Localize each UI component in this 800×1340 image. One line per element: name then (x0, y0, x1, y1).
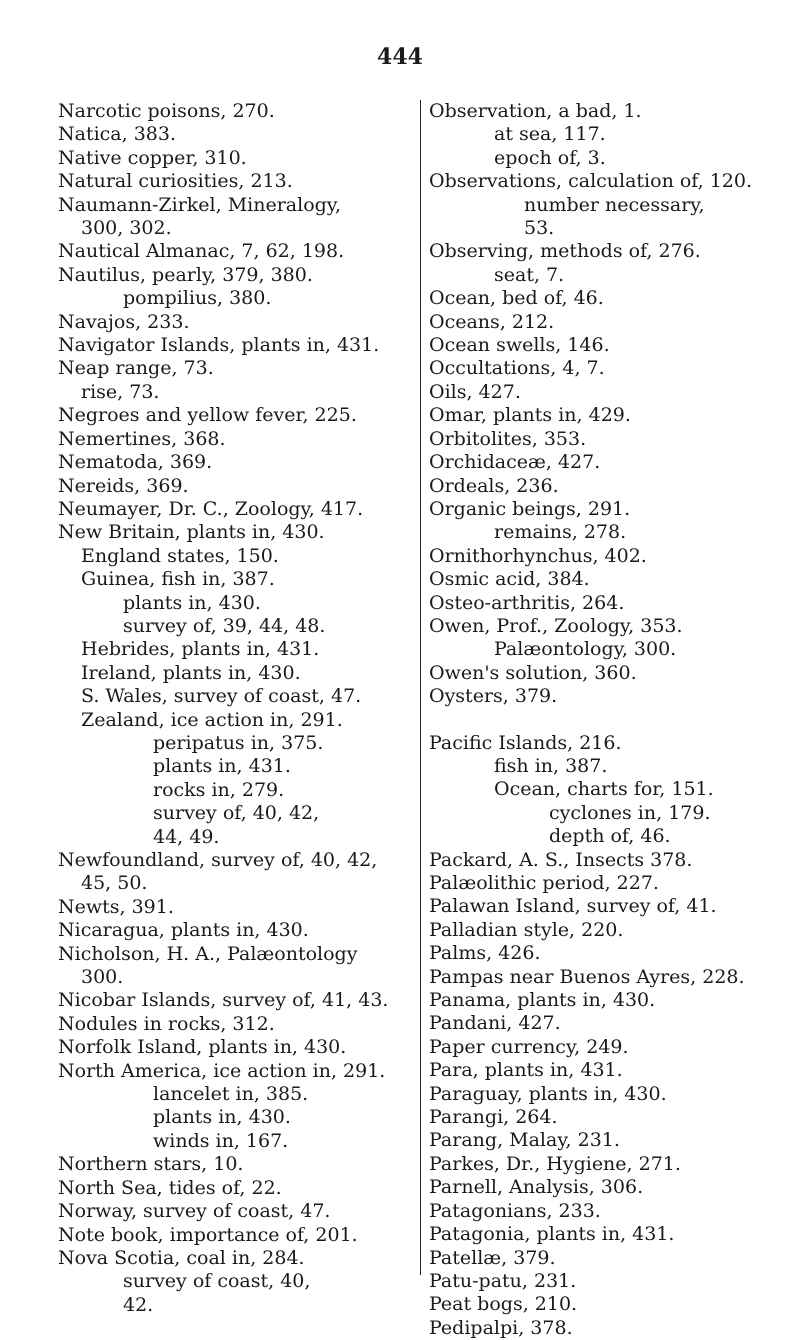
index-entry: Nautilus, pearly, 379, 380. (58, 263, 313, 286)
index-entry: Negroes and yellow fever, 225. (58, 404, 357, 427)
index-entry: 45, 50. (81, 872, 148, 895)
index-entry: Pampas near Buenos Ayres, 228. (429, 965, 745, 988)
index-entry: Newts, 391. (58, 895, 174, 918)
index-entry: Oysters, 379. (429, 685, 558, 708)
index-entry: Pacific Islands, 216. (429, 731, 622, 754)
index-entry: Norway, survey of coast, 47. (58, 1200, 331, 1223)
index-entry: Orbitolites, 353. (429, 427, 587, 450)
index-entry: Occultations, 4, 7. (429, 357, 605, 380)
index-entry: Oceans, 212. (429, 310, 555, 333)
index-entry: Patellæ, 379. (429, 1246, 556, 1269)
index-entry: Panama, plants in, 430. (429, 989, 656, 1012)
index-entry: S. Wales, survey of coast, 47. (81, 685, 362, 708)
index-entry: England states, 150. (81, 544, 279, 567)
index-entry: 42. (123, 1293, 154, 1316)
index-entry: Organic beings, 291. (429, 497, 631, 520)
index-entry: Newfoundland, survey of, 40, 42, (58, 849, 378, 871)
index-column-right (420, 100, 789, 1339)
index-entry: 300. (81, 966, 124, 989)
index-entry: survey of, 39, 44, 48. (123, 614, 326, 637)
index-entry: Nemertines, 368. (58, 427, 226, 450)
index-entry: Observation, a bad, 1. (429, 100, 642, 122)
index-entry: North Sea, tides of, 22. (58, 1176, 282, 1199)
index-entry: Owen, Prof., Zoology, 353. (429, 614, 683, 637)
index-entry: Parkes, Dr., Hygiene, 271. (429, 1152, 681, 1175)
index-entry: cyclones in, 179. (549, 801, 711, 824)
index-column-left (58, 100, 398, 1317)
index-entry: lancelet in, 385. (153, 1083, 309, 1106)
index-entry: survey of, 40, 42, (153, 802, 320, 825)
index-entry: Natural curiosities, 213. (58, 170, 293, 193)
index-entry: 300, 302. (81, 217, 172, 240)
index-entry: Navigator Islands, plants in, 431. (58, 334, 380, 357)
index-entry: Palawan Island, survey of, 41. (429, 895, 717, 918)
index-entry: pompilius, 380. (123, 287, 272, 310)
index-entry: Parang, Malay, 231. (429, 1129, 620, 1152)
index-entry: New Britain, plants in, 430. (58, 521, 325, 544)
index-entry: Nautical Almanac, 7, 62, 198. (58, 240, 345, 263)
index-entry: 53. (524, 217, 555, 240)
index-entry: Orchidaceæ, 427. (429, 451, 601, 474)
index-entry: fish in, 387. (494, 754, 608, 777)
index-entry: Observing, methods of, 276. (429, 240, 701, 263)
index-entry: 44, 49. (153, 825, 220, 848)
index-entry: plants in, 431. (153, 755, 291, 778)
index-entry: Omar, plants in, 429. (429, 404, 631, 427)
index-entry: Palæontology, 300. (494, 638, 677, 661)
index-entry: Patu-patu, 231. (429, 1269, 577, 1292)
index-entry: Ornithorhynchus, 402. (429, 544, 647, 567)
index-entry: Parnell, Analysis, 306. (429, 1176, 644, 1199)
index-entry: rise, 73. (81, 380, 160, 403)
index-entry: Native copper, 310. (58, 146, 247, 169)
index-entry: Northern stars, 10. (58, 1153, 244, 1176)
index-entry: survey of coast, 40, (123, 1270, 311, 1293)
index-entry: winds in, 167. (153, 1129, 289, 1152)
index-entry: Palladian style, 220. (429, 918, 624, 941)
index-entry: Naumann-Zirkel, Mineralogy, (58, 193, 342, 216)
index-entry: Narcotic poisons, 270. (58, 100, 275, 122)
index-entry: Palms, 426. (429, 942, 541, 965)
index-entry: Neumayer, Dr. C., Zoology, 417. (58, 497, 364, 520)
index-entry: Observations, calculation of, 120. (429, 170, 753, 193)
index-entry: Para, plants in, 431. (429, 1059, 623, 1082)
index-entry: plants in, 430. (153, 1106, 291, 1129)
index-entry: Paraguay, plants in, 430. (429, 1082, 667, 1105)
index-entry: Palæolithic period, 227. (429, 872, 659, 894)
page-number: 444 (377, 44, 423, 70)
index-entry: Parangi, 264. (429, 1106, 558, 1129)
index-entry: Norfolk Island, plants in, 430. (58, 1036, 347, 1059)
index-entry: Nicholson, H. A., Palæontology (58, 942, 358, 965)
index-entry: Nematoda, 369. (58, 451, 213, 474)
index-entry: seat, 7. (494, 263, 565, 286)
index-entry: Neap range, 73. (58, 357, 214, 380)
index-entry: epoch of, 3. (494, 146, 606, 169)
index-entry: at sea, 117. (494, 123, 606, 146)
index-entry: Ireland, plants in, 430. (81, 661, 301, 684)
index-entry: remains, 278. (494, 521, 627, 544)
index-entry: Oils, 427. (429, 380, 521, 403)
index-entry: Nicobar Islands, survey of, 41, 43. (58, 989, 389, 1012)
index-entry: Paper currency, 249. (429, 1035, 629, 1058)
index-entry: rocks in, 279. (153, 778, 285, 801)
index-entry: Osmic acid, 384. (429, 568, 590, 591)
index-entry: Ocean swells, 146. (429, 334, 610, 357)
index-entry: Navajos, 233. (58, 310, 190, 333)
index-entry: Note book, importance of, 201. (58, 1223, 358, 1246)
index-entry: depth of, 46. (549, 825, 671, 848)
index-entry: Packard, A. S., Insects 378. (429, 848, 693, 871)
section-gap (429, 709, 789, 732)
index-entry: Hebrides, plants in, 431. (81, 638, 320, 661)
index-entry: Nova Scotia, coal in, 284. (58, 1246, 305, 1269)
index-entry: Nodules in rocks, 312. (58, 1012, 275, 1035)
index-entry: Ordeals, 236. (429, 474, 559, 497)
index-entry: peripatus in, 375. (153, 731, 324, 754)
index-entry: Guinea, fish in, 387. (81, 568, 275, 591)
index-entry: Owen's solution, 360. (429, 661, 637, 684)
index-entry: North America, ice action in, 291. (58, 1059, 386, 1082)
index-entry: Pandani, 427. (429, 1012, 561, 1035)
index-entry: Natica, 383. (58, 123, 177, 146)
index-entry: Pedipalpi, 378. (429, 1316, 573, 1339)
index-entry: Ocean, bed of, 46. (429, 287, 604, 310)
index-entry: Patagonians, 233. (429, 1199, 601, 1222)
index-entry: Patagonia, plants in, 431. (429, 1223, 675, 1246)
index-entry: number necessary, (524, 193, 705, 216)
index-entry: Nereids, 369. (58, 474, 189, 497)
index-entry: Osteo-arthritis, 264. (429, 591, 625, 614)
index-entry: Ocean, charts for, 151. (494, 778, 714, 801)
index-entry: Zealand, ice action in, 291. (81, 708, 343, 731)
index-entry: Peat bogs, 210. (429, 1293, 578, 1316)
index-entry: plants in, 430. (123, 591, 261, 614)
index-entry: Nicaragua, plants in, 430. (58, 919, 309, 942)
